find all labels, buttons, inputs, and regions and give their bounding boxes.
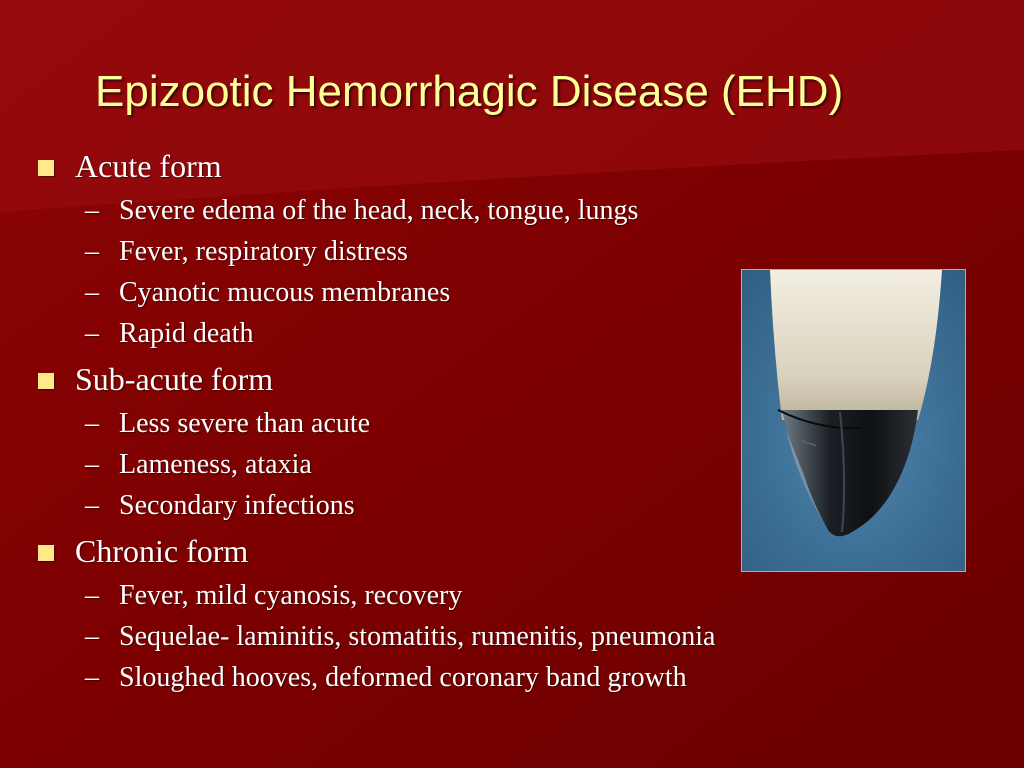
dash-bullet-icon: – <box>85 277 99 308</box>
sub-bullet-text: Sloughed hooves, deformed coronary band growth <box>119 662 687 693</box>
square-bullet-icon <box>38 545 54 561</box>
square-bullet-icon <box>38 373 54 389</box>
sub-bullet-text: Fever, respiratory distress <box>119 236 408 267</box>
sub-bullet-text: Severe edema of the head, neck, tongue, lungs <box>119 195 639 226</box>
sub-bullet-text: Lameness, ataxia <box>119 449 312 480</box>
dash-bullet-icon: – <box>85 408 99 439</box>
heading-text: Chronic form <box>75 533 249 569</box>
hoof-photo <box>741 269 966 572</box>
sub-bullet-text: Fever, mild cyanosis, recovery <box>119 580 463 611</box>
sub-bullet-text: Cyanotic mucous membranes <box>119 277 451 308</box>
slide-title: Epizootic Hemorrhagic Disease (EHD) <box>95 67 844 116</box>
square-bullet-icon <box>38 160 54 176</box>
sub-bullet-text: Rapid death <box>119 318 254 349</box>
heading-text: Acute form <box>75 148 222 184</box>
sub-bullet-text: Less severe than acute <box>119 408 371 439</box>
heading-text: Sub-acute form <box>75 361 274 397</box>
dash-bullet-icon: – <box>85 195 99 226</box>
dash-bullet-icon: – <box>85 621 99 652</box>
dash-bullet-icon: – <box>85 662 99 693</box>
sub-bullet-text: Secondary infections <box>119 490 355 521</box>
dash-bullet-icon: – <box>85 490 99 521</box>
dash-bullet-icon: – <box>85 236 99 267</box>
dash-bullet-icon: – <box>85 449 99 480</box>
dash-bullet-icon: – <box>85 580 99 611</box>
sub-bullet-text: Sequelae- laminitis, stomatitis, rumenitis, pneumonia <box>119 621 716 652</box>
dash-bullet-icon: – <box>85 318 99 349</box>
